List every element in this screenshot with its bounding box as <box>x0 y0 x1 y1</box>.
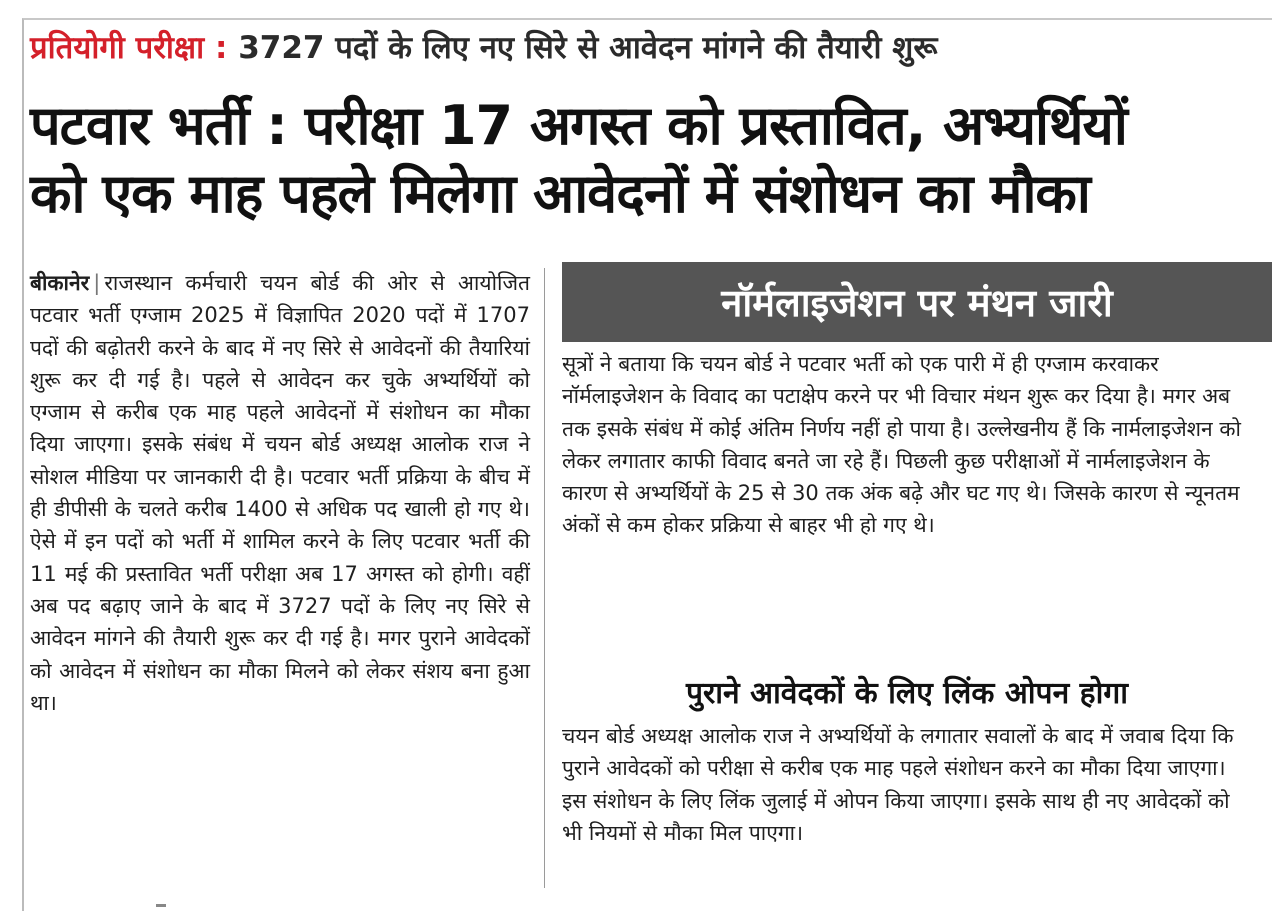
column-divider <box>544 268 545 888</box>
sidebar-body-2: चयन बोर्ड अध्यक्ष आलोक राज ने अभ्यर्थियों के लगातार सवालों के बाद में जवाब दिया कि पुराने आवेदकों को परीक्षा से करीब एक माह पहले संशोधन करने का मौका दिया जाएगा। इस संशोधन के लिए लिंक जुलाई में ओपन किया जाएगा। इसके साथ ही नए आवेदकों को भी नियमों से मौका मिल पाएगा। <box>562 724 1234 845</box>
headline-line-2: को एक माह पहले मिलेगा आवेदनों में संशोधन का मौका <box>30 162 1090 225</box>
sidebar-body: सूत्रों ने बताया कि चयन बोर्ड ने पटवार भर्ती को एक पारी में ही एग्जाम करवाकर नॉर्मलाइजेशन के विवाद का पटाक्षेप करने पर भी विचार मंथन शुरू कर दिया है। मगर अब तक इसके संबंध में कोई अंतिम निर्णय नहीं हो पाया है। उल्लेखनीय हैं कि नार्मलाइजेशन को लेकर लगातार काफी विवाद बनते जा रहे हैं। पिछली कुछ परीक्षाओं में नार्मलाइजेशन के कारण से अभ्यर्थियों के 25 से 30 तक अंक बढ़े और घट गए थे। जिसके कारण से न्यूनतम अंकों से कम होकर प्रक्रिया से बाहर भी हो गए थे। <box>562 352 1241 538</box>
main-story <box>30 267 530 719</box>
dateline-separator: | <box>93 271 101 295</box>
kicker-label: प्रतियोगी परीक्षा : <box>30 30 228 66</box>
dateline: बीकानेर <box>30 271 90 295</box>
sidebar-banner: नॉर्मलाइजेशन पर मंथन जारी <box>562 262 1272 342</box>
page-mark <box>156 904 166 907</box>
kicker <box>30 28 1260 68</box>
kicker-text: 3727 पदों के लिए नए सिरे से आवेदन मांगने की तैयारी शुरू <box>238 30 938 66</box>
headline <box>30 92 1260 228</box>
main-story-body: राजस्थान कर्मचारी चयन बोर्ड की ओर से आयोजित पटवार भर्ती एग्जाम 2025 में विज्ञापित 2020 पदों में 1707 पदों की बढ़ोतरी करने के बाद में नए सिरे से आवेदनों की तैयारियां शुरू कर दी गई है। पहले से आवेदन कर चुके अभ्यर्थियों को एग्जाम से करीब एक माह पहले आवेदनों में संशोधन का मौका दिया जाएगा। इसके संबंध में चयन बोर्ड अध्यक्ष आलोक राज ने सोशल मीडिया पर जानकारी दी है। पटवार भर्ती प्रक्रिया के बीच में ही डीपीसी के चलते करीब 1400 से अधिक पद खाली हो गए थे। ऐसे में इन पदों को भर्ती में शामिल करने के लिए पटवार भर्ती की 11 मई की प्रस्तावित भर्ती परीक्षा अब 17 अगस्त को होगी। वहीं अब पद बढ़ाए जाने के बाद में 3727 पदों के लिए नए सिरे से आवेदन मांगने की तैयारी शुरू कर दी गई है। मगर पुराने आवेदकों को आवेदन में संशोधन का मौका मिलने को लेकर संशय बना हुआ था। <box>30 271 530 715</box>
sidebar-subhead: पुराने आवेदकों के लिए लिंक ओपन होगा <box>685 676 1129 711</box>
headline-line-1: पटवार भर्ती : परीक्षा 17 अगस्त को प्रस्तावित, अभ्यर्थियों <box>30 94 1127 157</box>
